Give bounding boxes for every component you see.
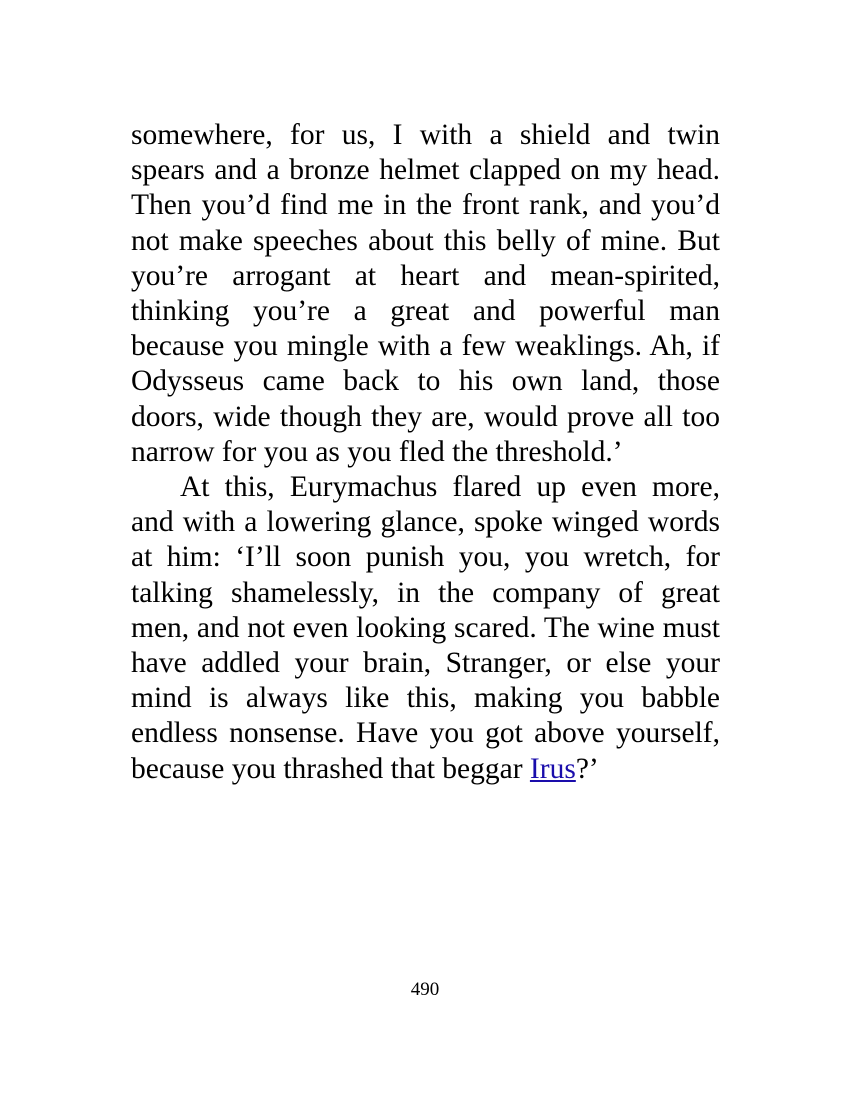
paragraph-2-end: ?’ (575, 752, 599, 785)
irus-link[interactable]: Irus (529, 752, 576, 785)
body-text (131, 118, 720, 787)
paragraph-1: somewhere, for us, I with a shield and twin spears and a bronze helmet clapped on my head. Then you’d find me in the front rank, and you’d not make speeches about this belly of mine. But you’re arrogant at heart and mean-spirited, thinking you’re a great and powerful man because you mingle with a few weaklings. Ah, if Odysseus came back to his own land, those doors, wide though they are, would prove all too narrow for you as you fled the threshold.’ (131, 119, 720, 468)
page-number: 490 (410, 979, 440, 1000)
paragraph-2-text: At this, Eurymachus flared up even more, and with a lowering glance, spoke winged words at him: ‘I’ll soon punish you, you wretch, for talking shamelessly, in the company of great men, and not even looking scared. The wine must have addled your brain, Stranger, or else your mind is always like this, making you babble endless nonsense. Have you got above yourself, because you thrashed that beggar (131, 471, 720, 785)
paragraph-2 (131, 470, 720, 787)
